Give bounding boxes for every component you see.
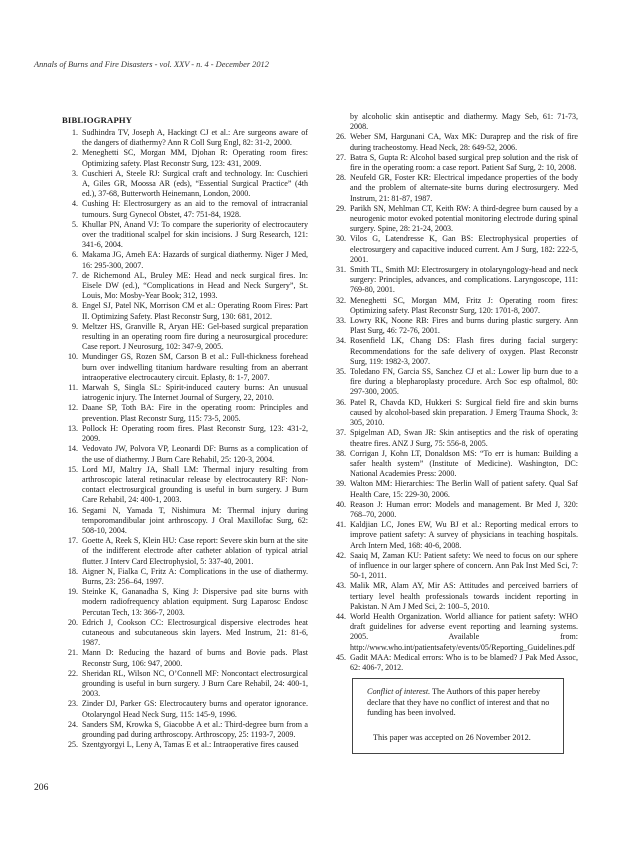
reference-item: 14. Vedovato JW, Polvora VP, Leonardi DF: Burns as a complication of the use of diathermy. J Burn Care Rehabil, 25: 120-3, 2004. bbox=[67, 444, 308, 464]
acceptance-note: This paper was accepted on 26 November 2012. bbox=[373, 732, 531, 742]
reference-item: 34. Rosenfield LK, Chang DS: Flash fires during facial surgery: Recommendations for the safe delivery of oxygen. Plast Reconstr Surg, 119: 1982-3, 2007. bbox=[335, 336, 578, 366]
reference-item: 9. Meltzer HS, Granville R, Aryan HE: Gel-based surgical preparation resulting in an operating room fire during a neurosurgical procedure: Case report. J Neurosurg, 102: 347-9, 2005. bbox=[71, 321, 308, 352]
references-column-right bbox=[330, 112, 578, 673]
reference-item: 20. Edrich J, Cookson CC: Electrosurgical dispersive electrodes heat cutaneous and subcutaneous skin layers. Med Instrum, 21: 81-6, 1987. bbox=[67, 617, 308, 648]
reference-item: 11. Marwah S, Singla SL: Spirit-induced cautery burns: An unusual iatrogenic injury. The Internet Journal of Surgery, 22, 2010. bbox=[68, 383, 308, 403]
reference-item: 41. Kaldjian LC, Jones EW, Wu BJ et al.: Reporting medical errors to improve patient safety: A survey of physicians in teaching hospitals. Arch Intern Med, 168: 40-6, 2008. bbox=[335, 520, 578, 550]
reference-item: 21. Mann D: Reducing the hazard of burns and Bovie pads. Plast Reconstr Surg, 106: 947, 2000. bbox=[67, 648, 308, 668]
reference-item: 3. Cuschieri A, Steele RJ: Surgical craft and technology. In: Cuschieri A, Giles GR, Moossa AR (eds), “Essential Surgical Practice” (4th ed.), 37-68, Butterworth Heinemann, London, 2000. bbox=[71, 168, 308, 199]
page-number: 206 bbox=[34, 782, 49, 793]
conflict-text: The Authors of this paper hereby declare that they have no conflict of interest and that no funding has been involved. bbox=[367, 687, 550, 718]
reference-item: 30. Vilos G, Latendresse K, Gan BS: Electrophysical properties of electrosurgery and capacitive induced current. Am J Surg, 182: 222-5, 2001. bbox=[335, 234, 578, 264]
reference-item: 44. World Health Organization. World alliance for patient safety: WHO draft guidelines for adverse event reporting and learning systems. 2005. Available from: http://www.who.int/patientsafety/events/05/Reporting_Guidelines.pdf bbox=[335, 611, 578, 652]
reference-item: 6. Makama JG, Ameh EA: Hazards of surgical diathermy. Niger J Med, 16: 295-300, 2007. bbox=[71, 250, 308, 270]
reference-item: 7. de Richemond AL, Bruley ME: Head and neck surgical fires. In: Eisele DW (ed.), “Complications in Head and Neck Surgery”, St. Louis, Mo: Mosby-Year Book; 312, 1993. bbox=[71, 270, 308, 301]
reference-item: 15. Lord MJ, Maltry JA, Shall LM: Thermal injury resulting from arthroscopic lateral retinacular release by electrocautery RF: Non-contact electrosurgical grounding is useful in burn surgery. J Burn Care Rehabil, 24: 400-1, 2003. bbox=[67, 464, 308, 505]
reference-item: 13. Pollock H: Operating room fires. Plast Reconstr Surg, 123: 431-2, 2009. bbox=[67, 423, 308, 444]
reference-item: 16. Segami N, Yamada T, Nishimura M: Thermal injury during temporomandibular joint arthroscopy. J Oral Maxillofac Surg, 62: 508-10, 2004. bbox=[67, 505, 308, 535]
reference-item: 17. Goette A, Reek S, Klein HU: Case report: Severe skin burn at the site of the indifferent electrode after catheter ablation of typical atrial flutter. J Interv Card Electrophysiol, 5: 337-40, 2001. bbox=[67, 536, 308, 566]
reference-item: 5. Khullar PN, Anand VJ: To compare the superiority of electrocautery over the traditional scalpel for skin incisions. J Surg Research, 121: 341-6, 2004. bbox=[71, 219, 308, 250]
reference-item: 23. Zinder DJ, Parker GS: Electrocautery burns and operator ignorance. Otolaryngol Head Neck Surg, 115: 145-9, 1996. bbox=[67, 699, 308, 719]
reference-item: 2. Meneghetti SC, Morgan MM, Djohan R: Operating room fires: Optimizing safety. Plast Reconstr Surg, 123: 431, 2009. bbox=[71, 148, 308, 168]
reference-item: 28. Neufeld GR, Foster KR: Electrical impedance properties of the body and the problem of alternate-site burns during electrosurgery. Med Instrum, 21: 81-87, 1987. bbox=[335, 173, 578, 203]
bibliography-heading: BIBLIOGRAPHY bbox=[62, 115, 133, 125]
reference-item: 32. Meneghetti SC, Morgan MM, Fritz J: Operating room fires: Optimizing safety. Plast Reconstr Surg, 120: 1701-8, 2007. bbox=[335, 295, 578, 315]
reference-continuation: by alcoholic skin antiseptic and diathermy. Magy Seb, 61: 71-73, 2008. bbox=[350, 112, 578, 132]
reference-item: 29. Parikh SN, Mehlman CT, Keith RW: A third-degree burn caused by a neurogenic motor evoked potential monitoring electrode during spinal surgery. Spine, 28: 21-24, 2003. bbox=[335, 203, 578, 234]
reference-item: 25. Szentgyorgyi L, Leny A, Tamas E et al.: Intraoperative fires caused bbox=[67, 740, 299, 750]
journal-header: Annals of Burns and Fire Disasters - vol. XXV - n. 4 - December 2012 bbox=[34, 60, 269, 69]
reference-item: 39. Walton MM: Hierarchies: The Berlin Wall of patient safety. Qual Saf Health Care, 15: 229-30, 2006. bbox=[335, 479, 578, 499]
reference-item: 42. Saaiq M, Zaman KU: Patient safety: We need to focus on our sphere of influence in our larger sphere of concern. Ann Pak Inst Med Sci, 7: 50-1, 2011. bbox=[335, 550, 578, 581]
reference-item: 12. Daane SP, Toth BA: Fire in the operating room: Principles and prevention. Plast Reconstr Surg, 115: 73-5, 2005. bbox=[67, 403, 308, 423]
reference-item: 35. Toledano FN, Garcia SS, Sanchez CJ et al.: Lower lip burn due to a fire during a blepharoplasty procedure. Arch Soc esp oftalmol, 80: 297-300, 2005. bbox=[335, 367, 578, 397]
references-column-left bbox=[62, 128, 308, 750]
reference-item: 8. Engel SJ, Patel NK, Morrison CM et al.: Operating Room Fires: Part II. Optimizing Safety. Plast Reconstr Surg, 130: 681, 2012. bbox=[71, 301, 308, 321]
reference-item: 38. Corrigan J, Kohn LT, Donaldson MS: “To err is human: Building a safer health system” (Institute of Medicine). Washington, DC: National Academies Press: 2000. bbox=[335, 448, 578, 479]
reference-item: 40. Reason J: Human error: Models and management. Br Med J, 320: 768–70, 2000. bbox=[335, 499, 578, 519]
reference-item: 33. Lowry RK, Noone RB: Fires and burns during plastic surgery. Ann Plast Surg, 46: 72-76, 2001. bbox=[335, 316, 578, 336]
reference-item: 45. Gadit MAA: Medical errors: Who is to be blamed? J Pak Med Assoc, 62: 406-7, 2012. bbox=[335, 652, 578, 672]
reference-item: 22. Sheridan RL, Wilson NC, O’Connell MF: Noncontact electrosurgical grounding is useful in burn surgery. J Burn Care Rehabil, 24: 400-1, 2003. bbox=[67, 668, 308, 699]
reference-item: 27. Batra S, Gupta R: Alcohol based surgical prep solution and the risk of fire in the operating room: a case report. Patient Saf Surg, 2: 10, 2008. bbox=[335, 152, 578, 173]
reference-item: 36. Patel R, Chavda KD, Hukkeri S: Surgical field fire and skin burns caused by alcohol-based skin preparation. J Emerg Trauma Shock, 3: 305, 2010. bbox=[335, 397, 578, 428]
reference-item: 31. Smith TL, Smith MJ: Electrosurgery in otolaryngology-head and neck surgery: Principles, advances, and complications. Laryngoscope, 111: 769-80, 2001. bbox=[335, 265, 578, 295]
reference-item: 18. Aigner N, Fialka C, Fritz A: Complications in the use of diathermy. Burns, 23: 256–64, 1997. bbox=[67, 566, 308, 586]
reference-item: 10. Mundinger GS, Rozen SM, Carson B et al.: Full-thickness forehead burn over indwelling titanium hardware resulting from an aberrant intraoperative electrocautery circuit. Eplasty, 8: 1-7, 2007. bbox=[67, 352, 308, 382]
conflict-label: Conflict of interest. bbox=[367, 687, 431, 696]
reference-item: 37. Spigelman AD, Swan JR: Skin antiseptics and the risk of operating theatre fires. ANZ J Surg, 75: 556-8, 2005. bbox=[335, 428, 578, 448]
reference-item: 43. Malik MR, Alam AY, Mir AS: Attitudes and perceived barriers of tertiary level health professionals towards incident reporting in Pakistan. N Am J Med Sci, 2: 100–5, 2010. bbox=[335, 581, 578, 611]
reference-item: 24. Sanders SM, Krowka S, Giacobbe A et al.: Third-degree burn from a grounding pad during arthroscopy. Arthroscopy, 25: 1193-7, 2009. bbox=[67, 719, 308, 739]
conflict-of-interest-box bbox=[352, 678, 564, 754]
reference-item: 1. Sudhindra TV, Joseph A, Hackingt CJ et al.: Are surgeons aware of the dangers of diathermy? Ann R Coll Surg Engl, 82: 31-2, 2000. bbox=[71, 128, 308, 148]
reference-item: 26. Weber SM, Hargunani CA, Wax MK: Duraprep and the risk of fire during tracheostomy. Head Neck, 28: 649-52, 2006. bbox=[335, 132, 578, 152]
reference-item: 4. Cushing H: Electrosurgery as an aid to the removal of intracranial tumours. Surg Gynecol Obstet, 47: 751-84, 1928. bbox=[71, 199, 308, 219]
reference-item: 19. Steinke K, Gananadha S, King J: Dispersive pad site burns with modern radiofrequency ablation equipment. Surg Laparosc Endosc Percutan Tech, 13: 366-7, 2003. bbox=[67, 587, 308, 617]
conflict-statement bbox=[367, 687, 551, 719]
